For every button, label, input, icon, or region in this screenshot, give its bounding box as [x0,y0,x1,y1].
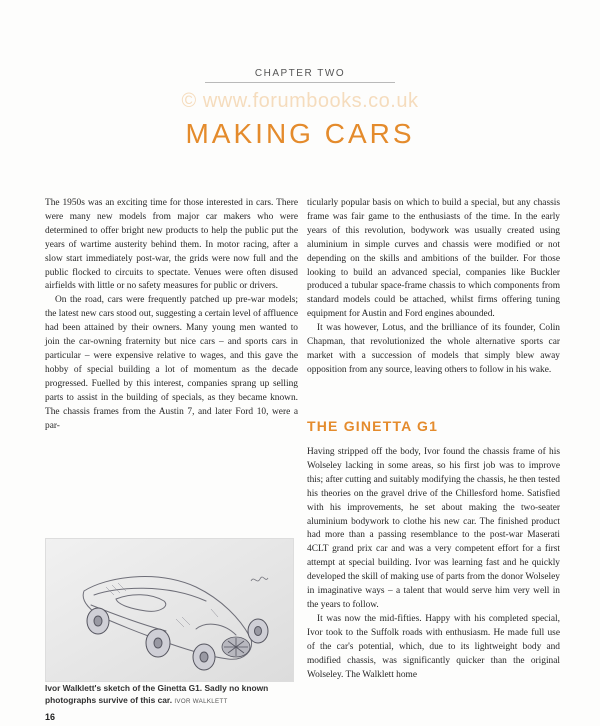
figure-caption [45,682,293,708]
chapter-rule [205,82,395,83]
photo-credit: IVOR WALKLETT [174,698,228,705]
paragraph: ticularly popular basis on which to build a special, but any chassis frame was fair game to the enthusiasts of the time. In the early years of this revolution, bodywork was usually created using aluminium in simple curves and chassis were modified or not depending on the skills and ambitions of the builder. For those looking to build an advanced special, companies like Buckler produced a tubular space-frame chassis to which components from standard models could be attached, whilst firms offering tuning equipment for Austin and Ford engines abounded. [307,198,560,320]
paragraph: The 1950s was an exciting time for those interested in cars. There were many new models from major car makers who were determined to offer bright new products to help the public put the years of wartime austerity behind them. In motor racing, after a slow start immediately post-war, the grids were now full and the public flocked to circuits to spectate. Venues were often disused airfields with little or no safety measures for public or drivers. [45,198,298,292]
watermark: © www.forumbooks.co.uk [181,90,419,112]
right-column-top [307,197,560,378]
caption-text: Ivor Walklett's sketch of the Ginetta G1. Sadly no known photographs survive of this car. [45,683,269,705]
paragraph: On the road, cars were frequently patched up pre-war models; the latest new cars stood out, suggesting a certain level of affluence had been attained by their owners. Many young men wanted to join the car-owning fraternity but nice cars – and sports cars in particular – were expensive relative to wages, and this gave the hobby of special building a lot of momentum as the decade progressed. Fuelled by this interest, companies sprang up selling parts to assist in the building of specials, as they became known. The chassis frames from the Austin 7, and later Ford 10, were a par- [45,295,298,431]
paragraph: Having stripped off the body, Ivor found the chassis frame of his Wolseley lacking in some areas, so his first job was to improve this; after cutting and suitably modifying the chassis, he then tested his theories on the gravel drive of the Chillesford home. Satisfied with his improvements, he set about making the two-seater aluminium bodywork to clothe his new car. The finished product had more than a passing resemblance to the post-war Maserati 4CLT grand prix car and was a very competent effort for a first attempt at special building. Ivor was learning fast and he quickly developed the skill of making use of parts from the donor Wolseley in imaginative ways – a talent that would serve him very well in the years to follow. [307,447,560,610]
section-heading: THE GINETTA G1 [307,418,439,434]
chapter-label: CHAPTER TWO [254,68,346,79]
left-column [45,197,298,433]
page-number: 16 [45,712,56,722]
paragraph: It was now the mid-fifties. Happy with his completed special, Ivor took to the Suffolk roads with enthusiasm. He made full use of the car's potential, which, due to its lightweight body and modified chassis, was significantly quicker than the original Wolseley. The Walklett home [307,613,560,680]
car-sketch-image [45,538,294,682]
paragraph: It was however, Lotus, and the brilliance of its founder, Colin Chapman, that revolutionized the whole alternative sports car market with a succession of models that simply blew away opposition from any source, leaving others to follow in his wake. [307,323,560,375]
car-sketch-drawing [46,539,293,681]
right-column-bottom [307,446,560,682]
chapter-title: MAKING CARS [185,118,415,149]
